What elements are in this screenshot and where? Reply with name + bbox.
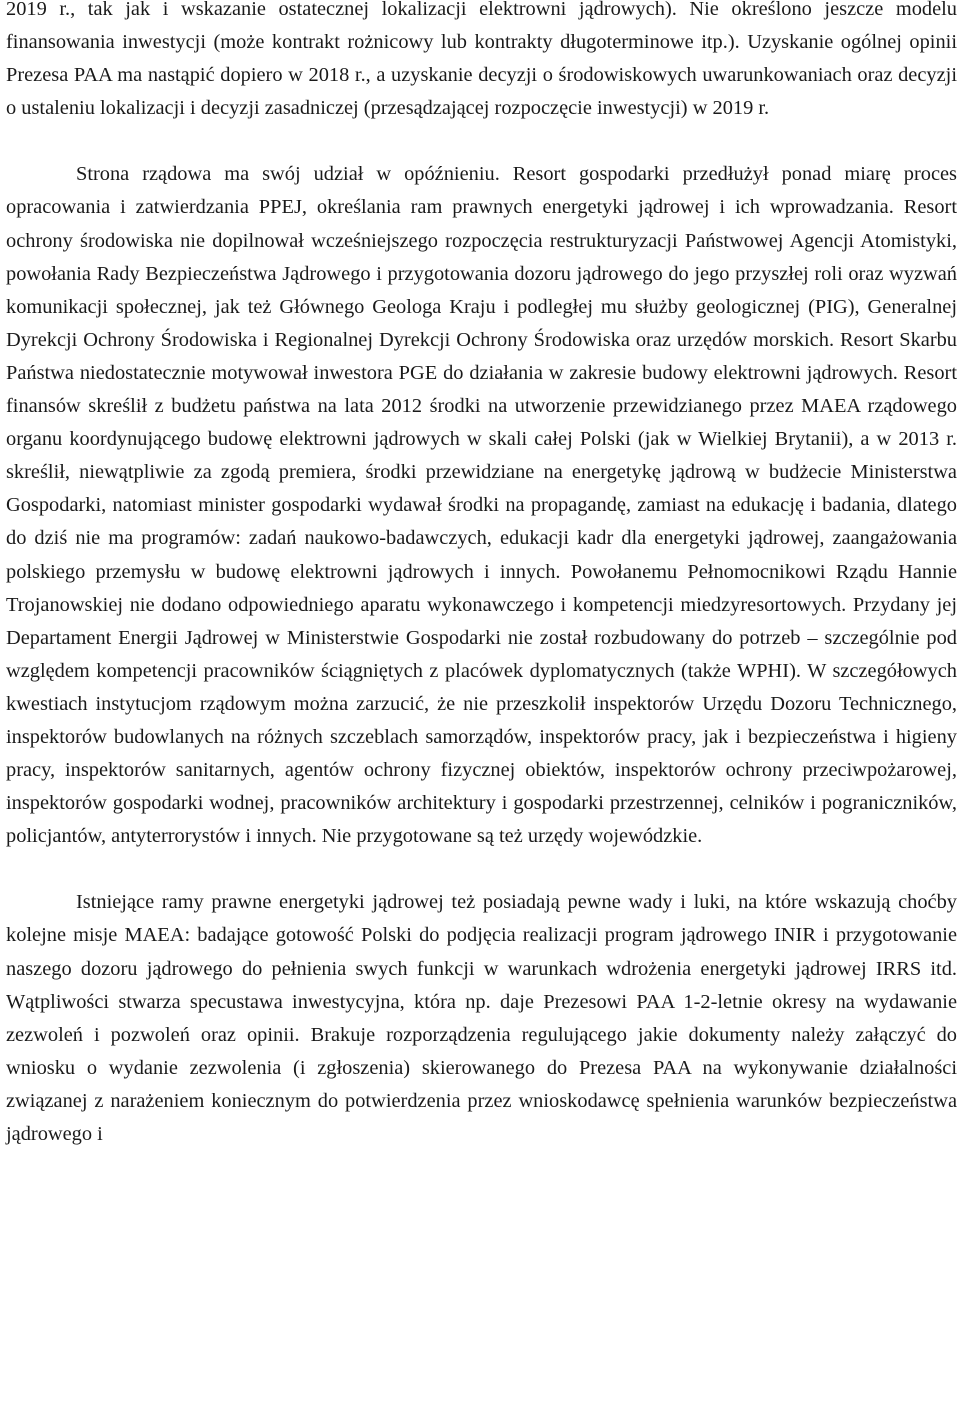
paragraph-government-delays: Strona rządowa ma swój udział w opóźnieniu. Resort gospodarki przedłużył ponad miarę proces opracowania i zatwierdzania PPEJ, określania ram prawnych energetyki jądrowej i ich wprowadzania. Resort ochrony środowiska nie dopilnował wcześniejszego rozpoczęcia restrukturyzacji Państwowej Agencji Atomistyki, powołania Rady Bezpieczeństwa Jądrowego i przygotowania dozoru jądrowego do jego przyszłej roli oraz wyzwań komunikacji społecznej, jak też Głównego Geologa Kraju i podległej mu służby geologicznej (PIG), Generalnej Dyrekcji Ochrony Środowiska i Regionalnej Dyrekcji Ochrony Środowiska oraz urzędów morskich. Resort Skarbu Państwa niedostatecznie motywował inwestora PGE do działania w zakresie budowy elektrowni jądrowych. Resort finansów skreślił z budżetu państwa na lata 2012 środki na utworzenie przewidzianego przez MAEA rządowego organu koordynującego budowę elektrowni jądrowych w skali całej Polski (jak w Wielkiej Brytanii), a w 2013 r. skreślił, niewątpliwie za zgodą premiera, środki przewidziane na energetykę jądrową w budżecie Ministerstwa Gospodarki, natomiast minister gospodarki wydawał środki na propagandę, zamiast na edukację i badania, dlatego do dziś nie ma programów: zadań naukowo-badawczych, edukacji kadr dla energetyki jądrowej, zaangażowania polskiego przemysłu w budowę elektrowni jądrowych i innych. Powołanemu Pełnomocnikowi Rządu Hannie Trojanowskiej nie dodano odpowiedniego aparatu wykonawczego i kompetencji miedzyresortowych. Przydany jej Departament Energii Jądrowej w Ministerstwie Gospodarki nie został rozbudowany do potrzeb – szczególnie pod względem kompetencji pracowników ściągniętych z placówek dyplomatycznych (także WPHI). W szczegółowych kwestiach instytucjom rządowym można zarzucić, że nie przeszkolił inspektorów Urzędu Dozoru Technicznego, inspektorów budowlanych na różnych szczeblach samorządów, inspektorów pracy, jak i bezpieczeństwa i higieny pracy, inspektorów sanitarnych, agentów ochrony fizycznej obiektów, inspektorów ochrony przeciwpożarowej, inspektorów gospodarki wodnej, pracowników architektury i gospodarki przestrzennej, celników i pograniczników, policjantów, antyterrorystów i innych. Nie przygotowane są też urzędy wojewódzkie.	[6, 163, 957, 848]
document-body	[6, 0, 957, 1151]
paragraph-spacer	[6, 853, 957, 886]
paragraph-continuation: 2019 r., tak jak i wskazanie ostatecznej lokalizacji elektrowni jądrowych). Nie określono jeszcze modelu finansowania inwestycji (może kontrakt rożnicowy lub kontrakty długoterminowe itp.). Uzyskanie ogólnej opinii Prezesa PAA ma nastąpić dopiero w 2018 r., a uzyskanie decyzji o środowiskowych uwarunkowaniach oraz decyzji o ustaleniu lokalizacji i decyzji zasadniczej (przesądzającej rozpoczęcie inwestycji) w 2019 r.	[6, 0, 957, 120]
paragraph-legal-framework: Istniejące ramy prawne energetyki jądrowej też posiadają pewne wady i luki, na które wskazują choćby kolejne misje MAEA: badające gotowość Polski do podjęcia realizacji program jądrowego INIR i przygotowanie naszego dozoru jądrowego do pełnienia swych funkcji w warunkach wdrożenia energetyki jądrowej IRRS itd. Wątpliwości stwarza specustawa inwestycyjna, która np. daje Prezesowi PAA 1-2-letnie okresy na wydawanie zezwoleń i pozwoleń oraz opinii. Brakuje rozporządzenia regulującego jakie dokumenty należy załączyć do wniosku o wydanie zezwolenia (i zgłoszenia) skierowanego do Prezesa PAA na wykonywanie działalności związanej z narażeniem koniecznym do potwierdzenia przez wnioskodawcę spełnienia warunków bezpieczeństwa jądrowego i	[6, 891, 957, 1145]
paragraph-spacer	[6, 125, 957, 158]
